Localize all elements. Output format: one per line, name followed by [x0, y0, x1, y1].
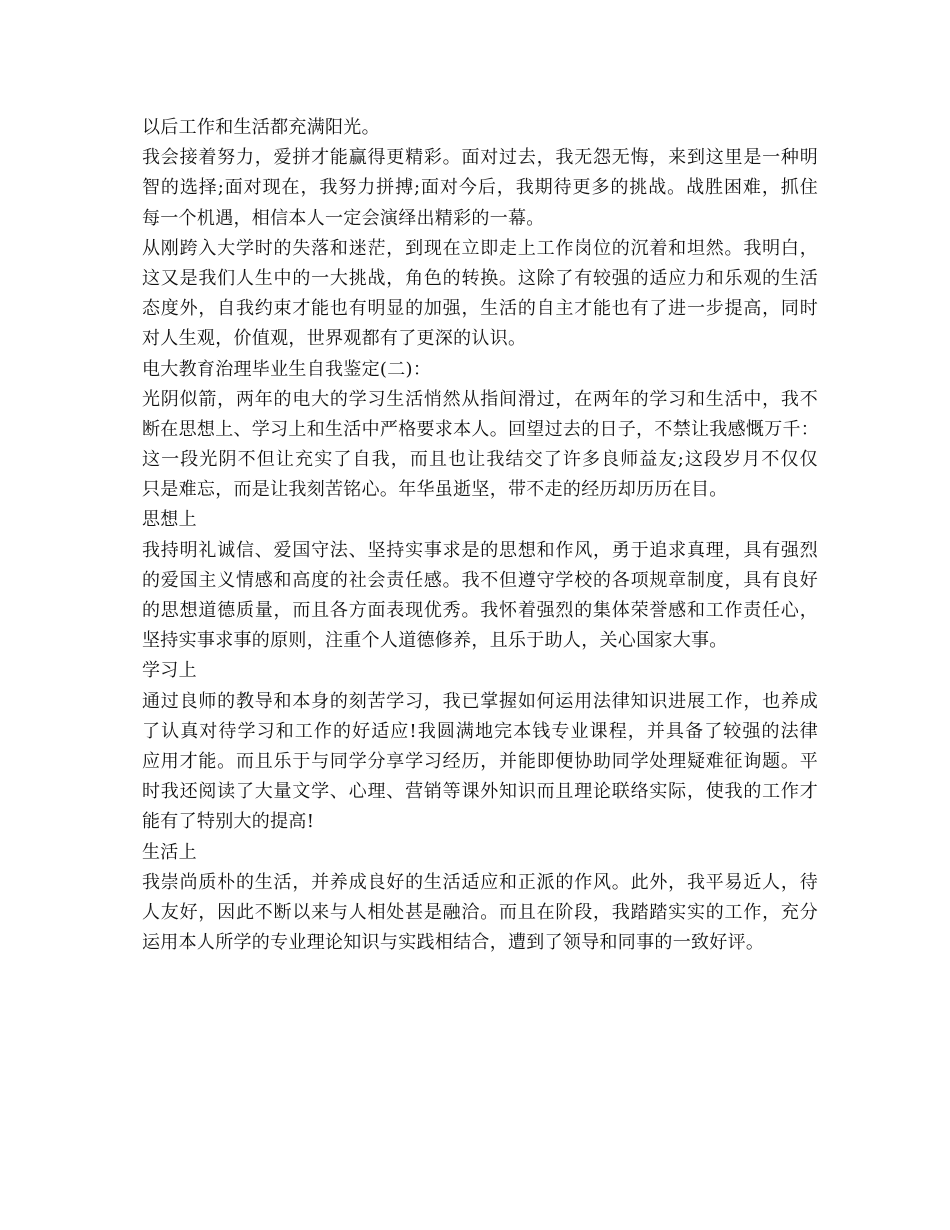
text-line: 生活上: [142, 841, 197, 863]
text-line: 坚持实事求事的原则，注重个人道德修养，且乐于助人，关心国家大事。: [142, 630, 728, 652]
text-line: 思想上: [142, 509, 197, 531]
text-line: 对人生观，价值观，世界观都有了更深的认识。: [142, 328, 527, 350]
text-line: 人友好，因此不断以来与人相处甚是融洽。而且在阶段，我踏踏实实的工作，充分: [142, 901, 818, 923]
text-line: 断在思想上、学习上和生活中严格要求本人。回望过去的日子，不禁让我感慨万千：: [142, 418, 820, 440]
text-line: 我持明礼诚信、爱国守法、坚持实事求是的思想和作风，勇于追求真理，具有强烈: [142, 539, 818, 561]
text-line: 时我还阅读了大量文学、心理、营销等课外知识而且理论联络实际，使我的工作才: [142, 781, 818, 803]
text-line: 能有了特别大的提高!: [142, 811, 315, 833]
text-line: 从刚跨入大学时的失落和迷茫，到现在立即走上工作岗位的沉着和坦然。我明白，: [142, 237, 818, 259]
text-line: 这又是我们人生中的一大挑战，角色的转换。这除了有较强的适应力和乐观的生活: [142, 267, 818, 289]
text-line: 电大教育治理毕业生自我鉴定(二)：: [142, 358, 432, 380]
text-line: 只是难忘，而是让我刻苦铭心。年华虽逝坚，带不走的经历却历历在目。: [142, 479, 728, 501]
text-line: 我会接着努力，爱拼才能赢得更精彩。面对过去，我无怨无悔，来到这里是一种明: [142, 147, 818, 169]
text-line: 的思想道德质量，而且各方面表现优秀。我怀着强烈的集体荣誉感和工作责任心，: [142, 600, 818, 621]
text-line: 运用本人所学的专业理论知识与实践相结合，遭到了领导和同事的一致好评。: [142, 932, 765, 954]
text-line: 这一段光阴不但让充实了自我，而且也让我结交了许多良师益友;这段岁月不仅仅: [142, 449, 818, 471]
text-line: 应用才能。而且乐于与同学分享学习经历，并能即便协助同学处理疑难征询题。平: [142, 750, 818, 772]
text-line: 每一个机遇，相信本人一定会演绎出精彩的一幕。: [142, 207, 545, 229]
document-body: [142, 113, 818, 958]
text-line: 通过良师的教导和本身的刻苦学习，我已掌握如何运用法律知识进展工作，也养成: [142, 690, 818, 712]
text-line: 以后工作和生活都充满阳光。: [142, 117, 380, 138]
text-line: 的爱国主义情感和高度的社会责任感。我不但遵守学校的各项规章制度，具有良好: [142, 569, 818, 591]
text-line: 了认真对待学习和工作的好适应!我圆满地完本钱专业课程，并具备了较强的法律: [142, 720, 818, 742]
text-line: 态度外，自我约束才能也有明显的加强，生活的自主才能也有了进一步提高，同时: [142, 298, 818, 320]
text-line: 我崇尚质朴的生活，并养成良好的生活适应和正派的作风。此外，我平易近人，待: [142, 871, 818, 893]
text-line: 学习上: [142, 660, 197, 682]
text-line: 光阴似箭，两年的电大的学习生活悄然从指间滑过，在两年的学习和生活中，我不: [142, 388, 818, 410]
text-line: 智的选择;面对现在，我努力拼搏;面对今后，我期待更多的挑战。战胜困难，抓住: [142, 177, 818, 199]
